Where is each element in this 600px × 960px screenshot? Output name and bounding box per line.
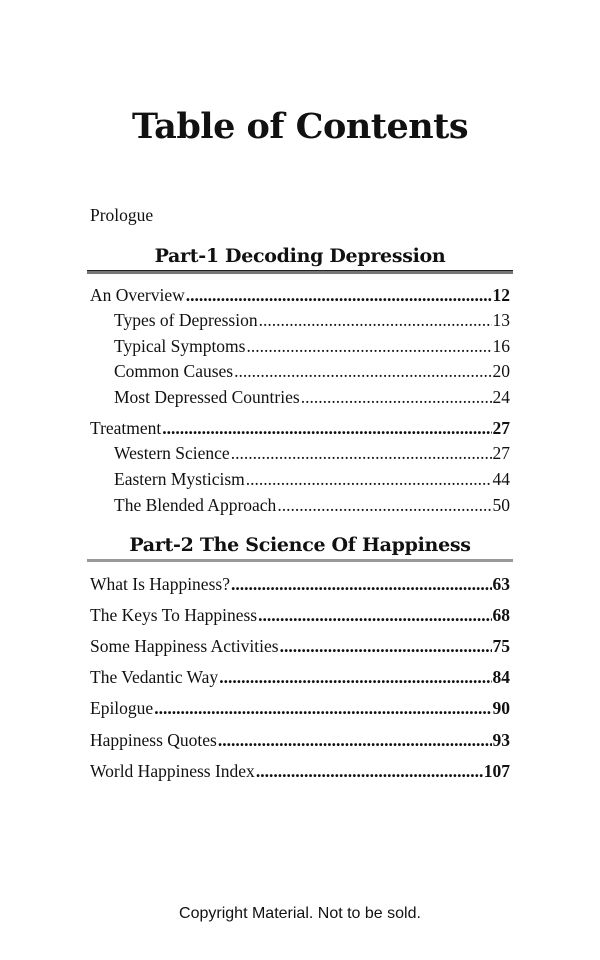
dot-leader [277,494,491,516]
dot-leader [162,417,491,439]
toc-entry-page: 93 [492,730,510,750]
dot-leader [301,386,492,408]
toc-entry-label: Western Science [114,443,230,463]
toc-entry-prologue[interactable]: Prologue [90,205,154,225]
dot-leader [186,284,492,306]
dot-leader [234,360,491,382]
toc-entry-page: 63 [492,574,510,594]
toc-entry-page: 27 [492,443,510,463]
toc-entry[interactable] [114,468,510,490]
toc-entry-page: 50 [492,495,510,515]
toc-entry-label: The Keys To Happiness [90,605,258,625]
toc-entry-page: 44 [492,469,510,489]
toc-entry[interactable] [114,386,510,408]
toc-entry-label: The Vedantic Way [90,667,219,687]
dot-leader [256,760,483,782]
toc-entry[interactable] [114,309,510,331]
dot-leader [246,335,491,357]
dot-leader [258,604,491,626]
dot-leader [231,442,492,464]
dot-leader [231,573,492,595]
toc-entry-page: 13 [492,310,510,330]
toc-entry-page: 12 [492,285,510,305]
dot-leader [218,729,492,751]
dot-leader [280,635,492,657]
toc-entry-label: Epilogue [90,698,154,718]
toc-entry[interactable] [90,697,510,719]
toc-entry-page: 84 [492,667,510,687]
toc-entry-page: 68 [492,605,510,625]
toc-entry-label: The Blended Approach [114,495,277,515]
toc-entry-page: 90 [492,698,510,718]
toc-entry[interactable] [114,360,510,382]
toc-entry-label: An Overview [90,285,185,305]
toc-entry[interactable] [114,442,510,464]
toc-entry[interactable] [90,729,510,751]
copyright-footer: Copyright Material. Not to be sold. [179,905,421,922]
toc-entry-page: 24 [492,387,510,407]
toc-entry-label: Most Depressed Countries [114,387,300,407]
toc-entry-page: 27 [492,418,510,438]
toc-entry[interactable] [90,604,510,626]
toc-entry-label: Some Happiness Activities [90,636,279,656]
part2-divider [87,559,513,562]
dot-leader [246,468,492,490]
toc-entry[interactable] [114,494,510,516]
part2-heading: Part-2 The Science Of Happiness [129,534,471,556]
toc-entry[interactable] [90,284,510,306]
toc-entry-page: 75 [492,636,510,656]
dot-leader [219,666,491,688]
toc-entry-page: 107 [483,761,510,781]
toc-entry[interactable] [90,635,510,657]
toc-entry-label: Eastern Mysticism [114,469,245,489]
toc-entry[interactable] [90,573,510,595]
toc-entry-page: 16 [492,336,510,356]
page-title: Table of Contents [131,106,469,147]
toc-entry[interactable] [90,666,510,688]
dot-leader [154,697,491,719]
toc-entry[interactable] [90,760,510,782]
part1-heading: Part-1 Decoding Depression [154,245,446,267]
toc-entry-page: 20 [492,361,510,381]
toc-entry-label: Treatment [90,418,162,438]
dot-leader [259,309,492,331]
toc-entry-label: Types of Depression [114,310,258,330]
toc-entry-label: Typical Symptoms [114,336,246,356]
toc-entry-label: Common Causes [114,361,234,381]
toc-entry-label: What Is Happiness? [90,574,230,594]
toc-entry-label: Happiness Quotes [90,730,217,750]
part1-divider [87,270,513,274]
toc-entry[interactable] [90,417,510,439]
toc-entry[interactable] [114,335,510,357]
toc-entry-label: World Happiness Index [90,761,255,781]
